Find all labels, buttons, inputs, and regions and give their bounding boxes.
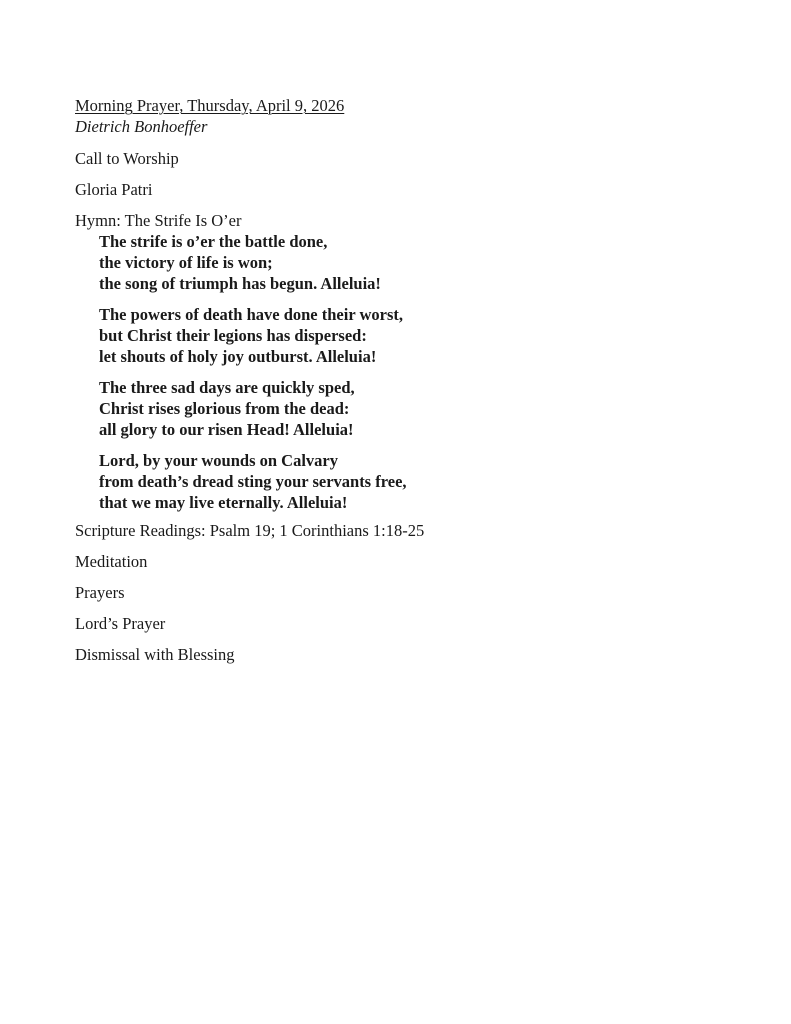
verse-line: that we may live eternally. Alleluia! <box>99 493 348 512</box>
lords-prayer: Lord’s Prayer <box>75 614 166 633</box>
hymn-verse-2 <box>99 304 735 367</box>
verse-line: all glory to our risen Head! Alleluia! <box>99 420 354 439</box>
hymn-section <box>75 210 735 513</box>
scripture-readings: Scripture Readings: Psalm 19; 1 Corinthians 1:18-25 <box>75 521 425 540</box>
verse-line: but Christ their legions has dispersed: <box>99 326 367 345</box>
hymn-heading: Hymn: The Strife Is O’er <box>75 211 242 230</box>
verse-line: Christ rises glorious from the dead: <box>99 399 350 418</box>
hymn-verse-3 <box>99 377 735 440</box>
verse-line: let shouts of holy joy outburst. Alleluia! <box>99 347 377 366</box>
verse-line: The powers of death have done their worst, <box>99 305 404 324</box>
gloria-patri: Gloria Patri <box>75 180 153 199</box>
verse-line: The three sad days are quickly sped, <box>99 378 355 397</box>
page-title: Morning Prayer, Thursday, April 9, 2026 <box>75 96 345 115</box>
page-subtitle: Dietrich Bonhoeffer <box>75 117 208 136</box>
verse-line: Lord, by your wounds on Calvary <box>99 451 339 470</box>
meditation: Meditation <box>75 552 148 571</box>
hymn-verse-4 <box>99 450 735 513</box>
verse-line: the song of triumph has begun. Alleluia! <box>99 274 381 293</box>
call-to-worship: Call to Worship <box>75 149 179 168</box>
hymn-verse-1 <box>99 231 735 294</box>
verse-line: the victory of life is won; <box>99 253 273 272</box>
verse-line: from death’s dread sting your servants free, <box>99 472 407 491</box>
verse-line: The strife is o’er the battle done, <box>99 232 328 251</box>
prayers: Prayers <box>75 583 125 602</box>
document-page <box>75 95 735 675</box>
dismissal-with-blessing: Dismissal with Blessing <box>75 645 235 664</box>
